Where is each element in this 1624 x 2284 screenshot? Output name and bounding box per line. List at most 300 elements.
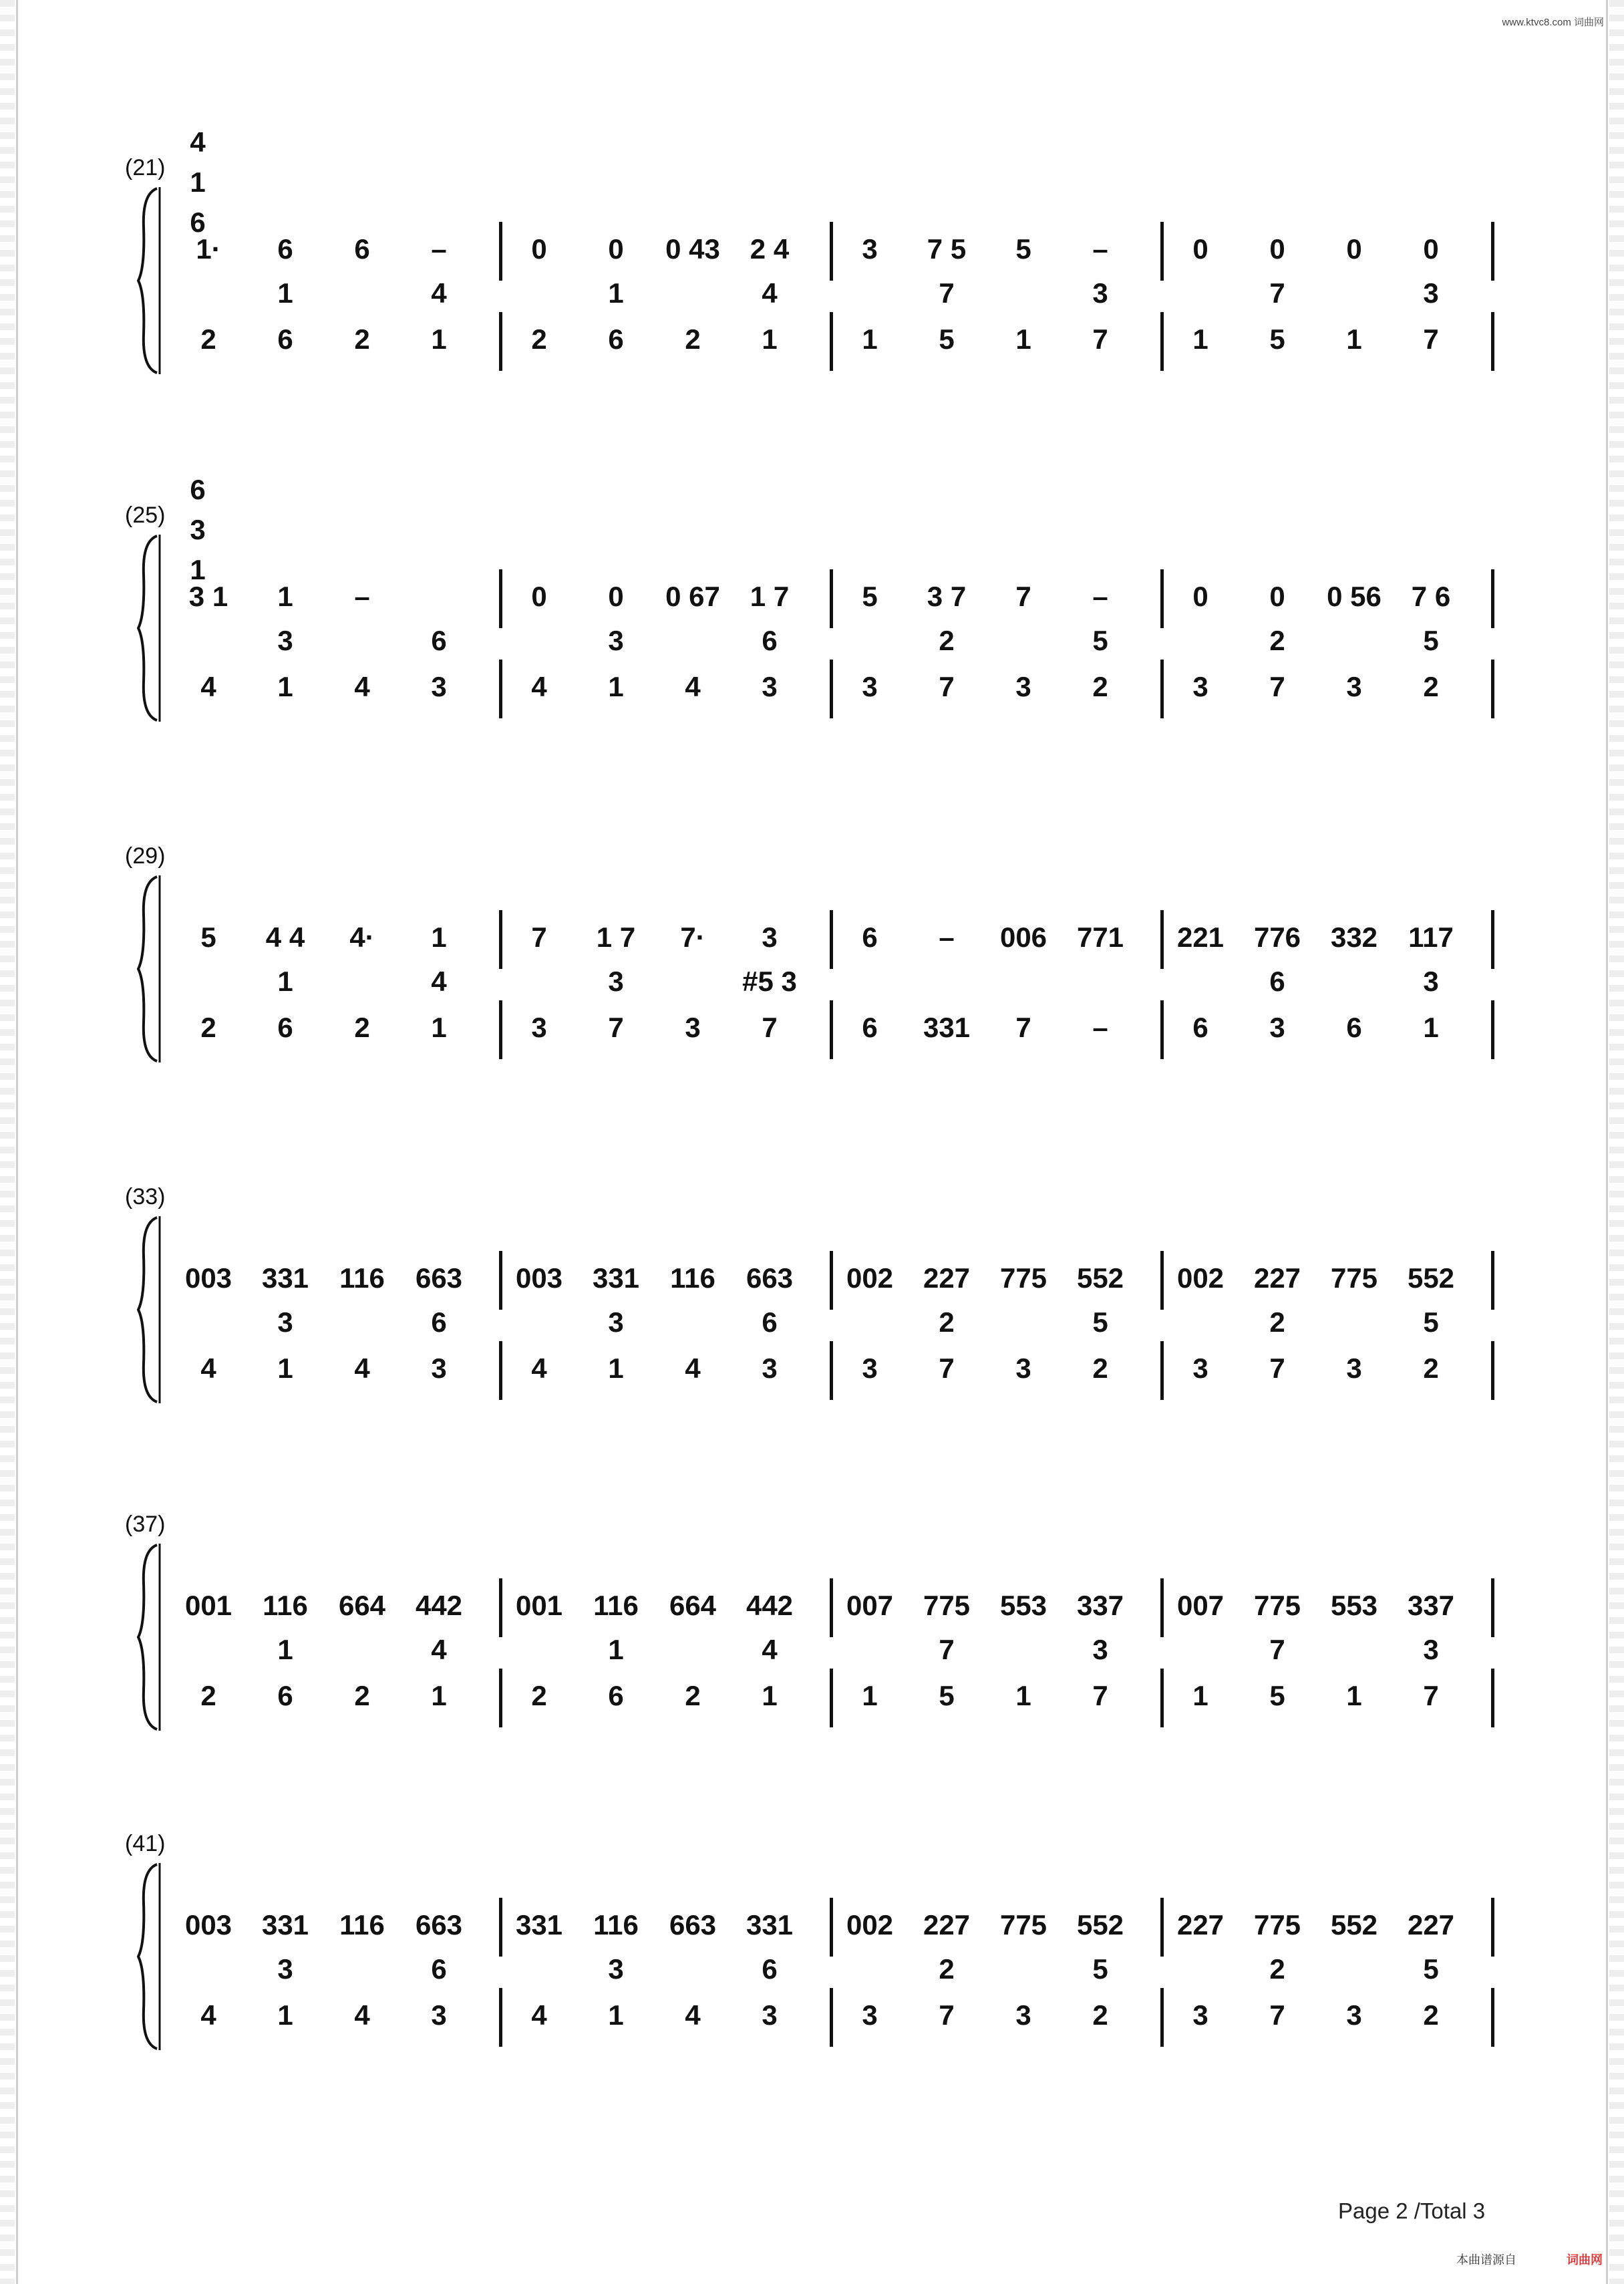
bass-note: 5 xyxy=(1092,1306,1108,1338)
melody-note: 775 xyxy=(923,1590,971,1621)
melody-note: 0 xyxy=(608,581,624,612)
melody-note: 7 xyxy=(531,921,547,953)
melody-note: 337 xyxy=(1076,1590,1124,1621)
bass-note: 3 xyxy=(608,625,624,656)
melody-note: 552 xyxy=(1407,1262,1455,1294)
melody-note: 116 xyxy=(593,1590,639,1621)
bass-note: 3 xyxy=(1015,1352,1031,1384)
bass-note: 4 xyxy=(354,1352,370,1384)
melody-note: – xyxy=(354,581,370,612)
bass-note: 2 xyxy=(1269,1306,1285,1338)
melody-note: 337 xyxy=(1407,1590,1455,1621)
bass-note: 1 xyxy=(608,671,624,702)
bass-note: 6 xyxy=(608,1680,624,1711)
bass-note: 2 xyxy=(200,1680,216,1711)
bass-note: 331 xyxy=(923,1012,971,1043)
barline xyxy=(1160,1578,1164,1637)
bass-note: 2 xyxy=(1269,1953,1285,1985)
bass-note: 3 xyxy=(531,1012,547,1043)
melody-note: 331 xyxy=(515,1909,563,1941)
bass-note: 7 xyxy=(1269,671,1285,702)
melody-note: 221 xyxy=(1176,921,1225,953)
melody-note: 776 xyxy=(1253,921,1301,953)
melody-note: 002 xyxy=(846,1909,894,1941)
bass-note: 7 xyxy=(1092,323,1108,355)
melody-note: 331 xyxy=(261,1262,309,1294)
bass-note: 3 xyxy=(1192,1999,1208,2031)
barline xyxy=(830,1578,833,1637)
bass-note: 2 xyxy=(531,1680,547,1711)
melody-note: 1 xyxy=(431,921,447,953)
measure-number: (37) xyxy=(125,1512,166,1537)
melody-note: 1 7 xyxy=(750,581,790,612)
bass-note: 1 xyxy=(431,323,447,355)
barline xyxy=(499,660,502,718)
melody-note: 775 xyxy=(999,1262,1047,1294)
bass-note: 1 xyxy=(277,277,293,309)
melody-note: – xyxy=(431,233,447,265)
barline xyxy=(499,1251,502,1310)
bass-note: 2 xyxy=(354,1680,370,1711)
melody-note: 227 xyxy=(1407,1909,1455,1941)
bass-note: 1 xyxy=(277,966,293,997)
bass-note: 3 xyxy=(862,1999,878,2031)
page-indicator: Page 2 /Total 3 xyxy=(1338,2198,1486,2223)
bass-note: 3 xyxy=(608,1306,624,1338)
right-page-edge xyxy=(1609,0,1624,2284)
bass-note: 5 xyxy=(1423,1306,1439,1338)
melody-note: 003 xyxy=(184,1262,232,1294)
measure-number: (29) xyxy=(125,843,166,869)
bass-note: 1 xyxy=(1346,1680,1362,1711)
bass-note: 5 xyxy=(1269,323,1285,355)
measure-number: (25) xyxy=(125,503,166,528)
bass-note: 4 xyxy=(354,671,370,702)
chord-note: 6 xyxy=(190,474,206,505)
bass-note: 3 xyxy=(1423,966,1439,997)
bass-note: 3 xyxy=(1423,277,1439,309)
melody-note: 3 xyxy=(862,233,878,265)
melody-note: 227 xyxy=(1253,1262,1301,1294)
melody-note: 117 xyxy=(1408,921,1454,953)
melody-note: 0 56 xyxy=(1327,581,1382,612)
melody-note: 663 xyxy=(746,1262,794,1294)
staff-rows xyxy=(175,1831,1504,2058)
melody-note: 0 xyxy=(1423,233,1439,265)
bass-note: 3 xyxy=(277,1306,293,1338)
melody-note: 227 xyxy=(923,1909,971,1941)
barline xyxy=(1491,1578,1494,1637)
bass-note: 1 xyxy=(431,1012,447,1043)
melody-note: – xyxy=(1092,581,1108,612)
score-system xyxy=(125,474,1503,730)
chord-note: 1 xyxy=(190,166,206,198)
melody-note: 4 4 xyxy=(265,921,305,953)
bass-note: 1 xyxy=(608,1999,624,2031)
bass-note: 1 xyxy=(431,1680,447,1711)
barline xyxy=(1491,1898,1494,1957)
staff-rows xyxy=(175,1184,1504,1411)
melody-note: 003 xyxy=(515,1262,563,1294)
bass-note: 2 xyxy=(200,323,216,355)
barline xyxy=(1491,1341,1494,1400)
bass-note: 3 xyxy=(431,1999,447,2031)
bass-note: 3 xyxy=(862,671,878,702)
melody-note: 0 xyxy=(1346,233,1362,265)
bass-note: 1 xyxy=(1192,323,1208,355)
barline xyxy=(499,1988,502,2047)
melody-note: 0 xyxy=(1192,581,1208,612)
bass-note: 1 xyxy=(862,323,878,355)
melody-note: 116 xyxy=(339,1909,385,1941)
bass-note: 6 xyxy=(277,1012,293,1043)
bass-note: 4 xyxy=(431,1634,447,1665)
score-system xyxy=(127,1831,1503,2058)
bass-note: 1 xyxy=(762,1680,778,1711)
bass-note: 2 xyxy=(1423,1999,1439,2031)
bass-note: 3 xyxy=(1015,1999,1031,2031)
melody-note: 007 xyxy=(846,1590,894,1621)
bass-note: 4 xyxy=(531,1352,547,1384)
barline xyxy=(830,1988,833,2047)
bass-note: 6 xyxy=(862,1012,878,1043)
melody-note: 7 6 xyxy=(1411,581,1451,612)
grand-staff-brace xyxy=(137,1216,164,1403)
bass-note: 3 xyxy=(685,1012,701,1043)
bass-note: 1 xyxy=(277,1634,293,1665)
melody-note: 553 xyxy=(999,1590,1047,1621)
bass-note: 7 xyxy=(1269,1634,1285,1665)
bass-note: 2 xyxy=(354,1012,370,1043)
barline xyxy=(499,1000,502,1059)
melody-note: – xyxy=(939,921,955,953)
chord-note: 4 xyxy=(190,126,206,158)
barline xyxy=(830,1251,833,1310)
chord-note: 1 xyxy=(190,554,206,585)
bass-note: 6 xyxy=(1346,1012,1362,1043)
bass-note: 6 xyxy=(431,625,447,656)
barline xyxy=(1491,660,1494,718)
bass-note: 3 xyxy=(1346,1999,1362,2031)
score-system xyxy=(127,1512,1503,1739)
melody-note: 001 xyxy=(515,1590,563,1621)
melody-note: 0 xyxy=(1269,581,1285,612)
melody-note: 552 xyxy=(1330,1909,1378,1941)
melody-note: 002 xyxy=(1176,1262,1225,1294)
melody-note: 5 xyxy=(862,581,878,612)
bass-note: 5 xyxy=(1423,1953,1439,1985)
melody-note: 6 xyxy=(277,233,293,265)
barline xyxy=(499,910,502,969)
bass-note: 3 xyxy=(1192,1352,1208,1384)
melody-note: 227 xyxy=(923,1262,971,1294)
bass-note: 3 xyxy=(1092,1634,1108,1665)
bass-note: 4 xyxy=(200,671,216,702)
barline xyxy=(499,312,502,371)
melody-note: 002 xyxy=(846,1262,894,1294)
barline xyxy=(499,1898,502,1957)
left-edge-line xyxy=(16,0,18,2284)
barline xyxy=(1160,1669,1164,1727)
barline xyxy=(1491,910,1494,969)
bass-note: 7 xyxy=(1423,323,1439,355)
bass-note: 2 xyxy=(200,1012,216,1043)
melody-note: 1· xyxy=(196,233,221,265)
staff-rows xyxy=(175,1512,1504,1739)
melody-note: 331 xyxy=(261,1909,309,1941)
barline xyxy=(1491,569,1494,628)
barline xyxy=(1160,1988,1164,2047)
bass-note: 7 xyxy=(1269,1352,1285,1384)
bass-note: 6 xyxy=(1192,1012,1208,1043)
melody-note: 3 xyxy=(762,921,778,953)
barline xyxy=(830,222,833,281)
melody-note: 442 xyxy=(415,1590,463,1621)
bass-note: 3 xyxy=(1346,1352,1362,1384)
barline xyxy=(499,1341,502,1400)
bass-note: 7 xyxy=(1092,1680,1108,1711)
bass-note: 2 xyxy=(939,625,955,656)
melody-note: 552 xyxy=(1076,1262,1124,1294)
melody-note: 331 xyxy=(592,1262,640,1294)
melody-note: 116 xyxy=(339,1262,385,1294)
melody-note: 5 xyxy=(200,921,216,953)
barline xyxy=(1160,1251,1164,1310)
melody-note: 001 xyxy=(184,1590,232,1621)
staff-rows xyxy=(175,843,1504,1070)
melody-note: 0 xyxy=(1192,233,1208,265)
melody-note: 663 xyxy=(415,1909,463,1941)
melody-note: 664 xyxy=(669,1590,717,1621)
bass-note: 7 xyxy=(939,1352,955,1384)
bass-note: 6 xyxy=(277,323,293,355)
barline xyxy=(1160,1000,1164,1059)
measure-number: (33) xyxy=(125,1184,166,1209)
bass-note: 2 xyxy=(1092,1352,1108,1384)
barline xyxy=(1160,1898,1164,1957)
bass-note: 2 xyxy=(1092,1999,1108,2031)
bass-note: 5 xyxy=(1092,1953,1108,1985)
score-system xyxy=(127,843,1503,1070)
bass-note: 2 xyxy=(1269,625,1285,656)
bass-note: 7 xyxy=(939,671,955,702)
bass-note: 7 xyxy=(939,1999,955,2031)
melody-note: 1 xyxy=(277,581,293,612)
bass-note: 1 xyxy=(1192,1680,1208,1711)
bass-note: 3 xyxy=(762,1352,778,1384)
bass-note: 2 xyxy=(939,1953,955,1985)
melody-note: 7· xyxy=(680,921,705,953)
melody-note: 3 1 xyxy=(188,581,228,612)
melody-note: 003 xyxy=(184,1909,232,1941)
barline xyxy=(1491,312,1494,371)
barline xyxy=(830,660,833,718)
bass-note: 6 xyxy=(762,1306,778,1338)
bass-note: 3 xyxy=(608,1953,624,1985)
barline xyxy=(830,1669,833,1727)
bass-note: 6 xyxy=(1269,966,1285,997)
bass-note: 4 xyxy=(762,277,778,309)
melody-note: 331 xyxy=(746,1909,794,1941)
grand-staff-brace xyxy=(137,1863,164,2050)
bass-note: 3 xyxy=(1015,671,1031,702)
bass-note: 1 xyxy=(1015,1680,1031,1711)
barline xyxy=(1491,1669,1494,1727)
barline xyxy=(830,1000,833,1059)
bass-note: #5 3 xyxy=(742,966,797,997)
bass-note: 2 xyxy=(685,323,701,355)
melody-note: 5 xyxy=(1015,233,1031,265)
barline xyxy=(1160,910,1164,969)
bass-note: 3 xyxy=(1346,671,1362,702)
bass-note: 3 xyxy=(762,671,778,702)
melody-note: 0 43 xyxy=(665,233,720,265)
score-system xyxy=(125,126,1503,382)
barline xyxy=(499,569,502,628)
melody-note: 006 xyxy=(999,921,1047,953)
barline xyxy=(1491,222,1494,281)
barline xyxy=(830,1341,833,1400)
bass-note: 3 xyxy=(431,671,447,702)
melody-note: 442 xyxy=(746,1590,794,1621)
bass-note: 1 xyxy=(277,1352,293,1384)
bass-note: 2 xyxy=(685,1680,701,1711)
barline xyxy=(830,910,833,969)
grand-staff-brace xyxy=(137,875,164,1062)
bass-note: 5 xyxy=(939,1680,955,1711)
melody-note: 116 xyxy=(593,1909,639,1941)
melody-note: 775 xyxy=(1253,1590,1301,1621)
barline xyxy=(1160,222,1164,281)
melody-note: 775 xyxy=(999,1909,1047,1941)
melody-note: 663 xyxy=(415,1262,463,1294)
bass-note: 3 xyxy=(277,625,293,656)
melody-note: 1 7 xyxy=(596,921,636,953)
bass-note: 1 xyxy=(277,671,293,702)
bass-note: 2 xyxy=(939,1306,955,1338)
bass-note: 2 xyxy=(1423,1352,1439,1384)
barline xyxy=(1160,1341,1164,1400)
bass-note: 4 xyxy=(354,1999,370,2031)
bass-note: 1 xyxy=(762,323,778,355)
bass-note: 4 xyxy=(200,1999,216,2031)
bass-note: 7 xyxy=(1423,1680,1439,1711)
melody-note: 6 xyxy=(862,921,878,953)
melody-note: 771 xyxy=(1076,921,1124,953)
melody-note: 116 xyxy=(670,1262,715,1294)
bass-note: 2 xyxy=(531,323,547,355)
bass-note: 7 xyxy=(608,1012,624,1043)
measure-number: (21) xyxy=(125,155,166,180)
bass-note: – xyxy=(1092,1012,1108,1043)
bass-note: 7 xyxy=(1269,1999,1285,2031)
bass-note: 7 xyxy=(939,277,955,309)
bass-note: 4 xyxy=(685,671,701,702)
bass-note: 1 xyxy=(608,277,624,309)
melody-note: 0 xyxy=(531,233,547,265)
barline xyxy=(830,312,833,371)
bass-note: 3 xyxy=(608,966,624,997)
staff-rows xyxy=(175,155,1504,382)
melody-note: – xyxy=(1092,233,1108,265)
bass-note: 1 xyxy=(608,1352,624,1384)
bass-note: 5 xyxy=(1092,625,1108,656)
barline xyxy=(830,569,833,628)
bass-note: 1 xyxy=(862,1680,878,1711)
bass-note: 7 xyxy=(1269,277,1285,309)
bass-note: 1 xyxy=(1346,323,1362,355)
bass-note: 4 xyxy=(685,1999,701,2031)
barline xyxy=(1491,1251,1494,1310)
bass-note: 4 xyxy=(531,1999,547,2031)
melody-note: 7 xyxy=(1015,581,1031,612)
grand-staff-brace xyxy=(137,1544,164,1731)
bass-note: 6 xyxy=(762,625,778,656)
bass-note: 4 xyxy=(200,1352,216,1384)
bass-note: 2 xyxy=(1423,671,1439,702)
bass-note: 3 xyxy=(762,1999,778,2031)
barline xyxy=(1160,569,1164,628)
melody-note: 4· xyxy=(349,921,375,953)
bass-note: 6 xyxy=(431,1953,447,1985)
barline xyxy=(499,1669,502,1727)
barline xyxy=(1491,1988,1494,2047)
bass-note: 3 xyxy=(1192,671,1208,702)
bass-note: 6 xyxy=(277,1680,293,1711)
grand-staff-brace xyxy=(137,187,164,374)
site-header: www.ktvc8.com 词曲网 xyxy=(1502,17,1604,28)
bass-note: 7 xyxy=(762,1012,778,1043)
barline xyxy=(1491,1000,1494,1059)
bass-note: 4 xyxy=(685,1352,701,1384)
melody-note: 116 xyxy=(263,1590,308,1621)
bass-note: 3 xyxy=(431,1352,447,1384)
bass-note: 7 xyxy=(939,1634,955,1665)
bass-note: 3 xyxy=(277,1953,293,1985)
chord-note: 3 xyxy=(190,514,206,545)
bass-note: 4 xyxy=(431,966,447,997)
melody-note: 775 xyxy=(1253,1909,1301,1941)
melody-note: 552 xyxy=(1076,1909,1124,1941)
bass-note: 1 xyxy=(277,1999,293,2031)
melody-note: 0 xyxy=(608,233,624,265)
melody-note: 2 4 xyxy=(750,233,790,265)
bass-note: 6 xyxy=(431,1306,447,1338)
bass-note: 5 xyxy=(1269,1680,1285,1711)
barline xyxy=(1160,312,1164,371)
measure-number: (41) xyxy=(125,1831,166,1856)
score-system xyxy=(127,1184,1503,1411)
source-note: 本曲谱源自 xyxy=(1456,2253,1516,2267)
melody-note: 6 xyxy=(354,233,370,265)
melody-note: 0 67 xyxy=(665,581,720,612)
melody-note: 664 xyxy=(338,1590,386,1621)
bass-note: 3 xyxy=(1269,1012,1285,1043)
bass-note: 6 xyxy=(762,1953,778,1985)
staff-rows xyxy=(175,503,1504,730)
bass-note: 5 xyxy=(1423,625,1439,656)
brand-logo-text: 词曲网 xyxy=(1567,2253,1603,2267)
barline xyxy=(830,1898,833,1957)
melody-note: 663 xyxy=(669,1909,717,1941)
bass-note: 4 xyxy=(762,1634,778,1665)
chord-note: 6 xyxy=(190,206,206,238)
melody-note: 0 xyxy=(1269,233,1285,265)
melody-note: 007 xyxy=(1176,1590,1225,1621)
barline xyxy=(499,222,502,281)
bass-note: 3 xyxy=(1423,1634,1439,1665)
bass-note: 3 xyxy=(1092,277,1108,309)
